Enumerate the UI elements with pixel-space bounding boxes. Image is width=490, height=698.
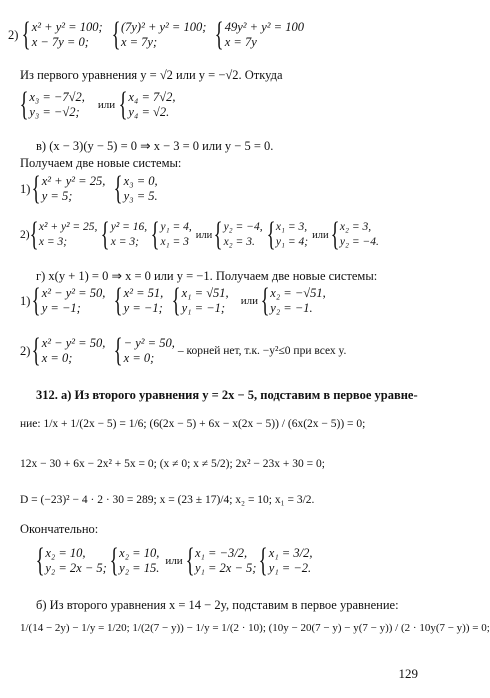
row-system-2 (8, 18, 313, 52)
row-system-g2: 2) { x² − y² = 50, x = 0; { − y² = 50, x = 0; – корней нет, т.к. −y²≤0 при всех y. (20, 332, 347, 369)
text-line: Из первого уравнения y = √2 или y = −√2. Откуда (20, 68, 283, 82)
system: { x₁ = −3/2, y₁ = 2x − 5; (185, 542, 257, 579)
row-roots: { x₃ = −7√2, y₃ = −√2; или { x₄ = 7√2, y₄ = √2. (19, 86, 176, 123)
text-line: б) Из второго уравнения x = 14 − 2y, подставим в первое уравнение: (36, 598, 399, 612)
system: { x² + y² = 25, x = 3; (29, 216, 98, 253)
equation-line: 1/(14 − 2y) − 1/y = 1/20; 1/(2(7 − y)) − 1/y = 1/(2 · 10); (10y − 20(7 − y) − y(7 − y)) / (2 · 10y(7 − y)) = 0; (20, 622, 490, 634)
system: { x₂ = 3, y₂ = −4. (330, 216, 379, 253)
system: { x² + y² = 100; x − 7y = 0; (22, 16, 103, 53)
system: { x₃ = 0, y₃ = 5. (114, 170, 158, 207)
system: { x₁ = √51, y₁ = −1; (171, 282, 229, 319)
system: { x₄ = 7√2, y₄ = √2. (118, 86, 176, 123)
system: { x₂ = 10, y₂ = 15. (109, 542, 160, 579)
text-line: Получаем две новые системы: (20, 156, 182, 170)
system: { x₁ = 3, y₁ = 4; (266, 216, 309, 253)
text-line: г) x(y + 1) = 0 ⇒ x = 0 или y = −1. Получаем две новые системы: (36, 269, 378, 283)
equation-line: ние: 1/x + 1/(2x − 5) = 1/6; (6(2x − 5) + 6x − x(2x − 5)) / (6x(2x − 5)) = 0; (20, 418, 366, 430)
equation-line: 12x − 30 + 6x − 2x² + 5x = 0; (x ≠ 0; x ≠ 5/2); 2x² − 23x + 30 = 0; (20, 458, 325, 470)
system: { x² = 51, y = −1; (114, 282, 164, 319)
row-system-2b: 2) { x² + y² = 25, x = 3; { y² = 16, x = 3; { y₁ = 4, x₁ = 3 или { y₂ = −4, x₂ = 3. { x₁ = 3, y₁ = 4; или { x₂ = 3, y₂ = −4. (20, 216, 379, 253)
system: { y₁ = 4, x₁ = 3 (150, 216, 192, 253)
row-final-systems: { x₂ = 10, y₂ = 2x − 5; { x₂ = 10, y₂ = 15. или { x₁ = −3/2, y₁ = 2x − 5; { x₁ = 3/2, y₁ = −2. (35, 542, 313, 579)
equation-line: D = (−23)² − 4 · 2 · 30 = 289; x = (23 ± 17)/4; x₂ = 10; x₁ = 3/2. (20, 494, 315, 506)
system: { x² − y² = 50, y = −1; (32, 282, 106, 319)
item-label: 2) (8, 27, 19, 42)
system: { 49y² + y² = 100 x = 7y (215, 16, 304, 53)
system: { − y² = 50, x = 0; (114, 332, 175, 369)
page-number: 129 (398, 666, 418, 681)
system: { x₂ = −√51, y₂ = −1. (260, 282, 326, 319)
system: { x₂ = 10, y₂ = 2x − 5; (35, 542, 107, 579)
system: { x² + y² = 25, y = 5; (32, 170, 106, 207)
system: { x₁ = 3/2, y₁ = −2. (259, 542, 313, 579)
system: { y² = 16, x = 3; (101, 216, 148, 253)
row-system-g1: 1) { x² − y² = 50, y = −1; { x² = 51, y = −1; { x₁ = √51, y₁ = −1; или { x₂ = −√51, y₂ = −1. (20, 282, 326, 319)
system: { y₂ = −4, x₂ = 3. (213, 216, 263, 253)
system: { (7y)² + y² = 100; x = 7y; (111, 16, 207, 53)
system: { x² − y² = 50, x = 0; (32, 332, 106, 369)
system: { x₃ = −7√2, y₃ = −√2; (19, 86, 85, 123)
text-line: Окончательно: (20, 522, 99, 536)
row-system-1: 1) { x² + y² = 25, y = 5; { x₃ = 0, y₃ = 5. (20, 170, 158, 207)
problem-312-text: 312. а) Из второго уравнения y = 2x − 5, подставим в первое уравне- (36, 388, 418, 402)
text-line: в) (x − 3)(y − 5) = 0 ⇒ x − 3 = 0 или y − 5 = 0. (36, 139, 274, 153)
